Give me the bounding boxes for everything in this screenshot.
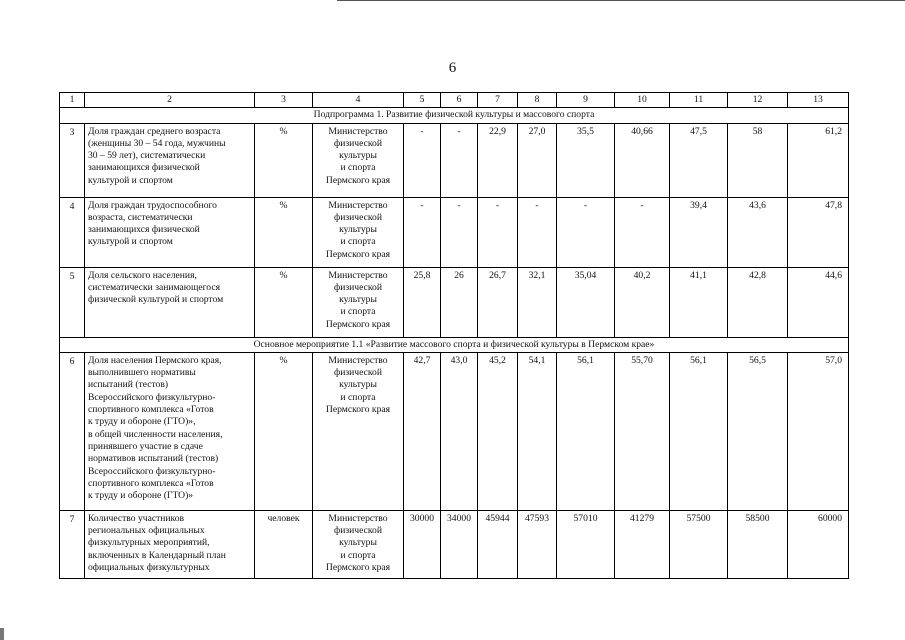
name-line: Доля граждан среднего возраста (88, 125, 221, 137)
indicator-name (85, 197, 255, 267)
org-line: физической (334, 211, 382, 223)
header-cell: 1 (60, 93, 85, 108)
section-row (60, 108, 849, 123)
org-line: культуры (339, 379, 377, 391)
name-line: систематически занимающегося (88, 281, 221, 293)
value-cell: 45944 (478, 510, 518, 578)
value-cell: 41279 (615, 510, 670, 578)
value-cell: 57,0 (788, 352, 849, 510)
value-cell: 35,5 (557, 123, 615, 197)
row-number: 6 (60, 352, 85, 510)
section-row (60, 337, 849, 352)
indicator-name (85, 510, 255, 578)
name-line: Доля населения Пермского края, (88, 354, 222, 366)
unit-cell: % (255, 267, 313, 337)
header-row (60, 93, 849, 108)
name-line: Всероссийского физкультурно- (88, 391, 216, 403)
row-number: 4 (60, 197, 85, 267)
org-line: физической (334, 281, 382, 293)
name-line: занимающихся физической (88, 224, 200, 236)
org-line: и спорта (340, 306, 376, 318)
value-cell: 34000 (441, 510, 478, 578)
value-cell: 40,2 (615, 267, 670, 337)
org-line: и спорта (340, 162, 376, 174)
table-row (60, 352, 849, 510)
value-cell: 40,66 (615, 123, 670, 197)
org-line: Министерство (328, 354, 388, 366)
table-row (60, 510, 849, 578)
value-cell: 54,1 (518, 352, 557, 510)
table-row (60, 123, 849, 197)
name-line: культурой и спортом (88, 236, 173, 248)
header-cell: 3 (255, 93, 313, 108)
value-cell: 45,2 (478, 352, 518, 510)
header-cell: 11 (670, 93, 728, 108)
name-line: физкультурных мероприятий, (88, 537, 210, 549)
value-cell: 61,2 (788, 123, 849, 197)
org-line: Пермского края (325, 562, 391, 574)
org-line: Пермского края (325, 248, 391, 260)
unit-cell: % (255, 123, 313, 197)
name-line: в общей численности населения, (88, 428, 223, 440)
unit-cell: % (255, 197, 313, 267)
name-line: региональных официальных (88, 525, 205, 537)
org-line: культуры (339, 537, 377, 549)
page-number: 6 (448, 60, 457, 76)
value-cell: 35,04 (557, 267, 615, 337)
value-cell: 43,0 (441, 352, 478, 510)
header-cell: 7 (478, 93, 518, 108)
value-cell: - (615, 197, 670, 267)
header-cell: 13 (788, 93, 849, 108)
unit-cell: человек (255, 510, 313, 578)
value-cell: - (404, 197, 441, 267)
name-line: возраста, систематически (88, 211, 193, 223)
name-line: официальных физкультурных (88, 562, 210, 574)
value-cell: 27,0 (518, 123, 557, 197)
org-line: Министерство (328, 269, 388, 281)
value-cell: 56,1 (670, 352, 728, 510)
name-line: к труду и обороне (ГТО)», (88, 416, 196, 428)
org-line: Министерство (328, 199, 388, 211)
name-line: Всероссийского физкультурно- (88, 465, 216, 477)
value-cell: 30000 (404, 510, 441, 578)
org-line: Пермского края (325, 318, 391, 330)
row-number: 5 (60, 267, 85, 337)
value-cell: - (518, 197, 557, 267)
header-cell: 6 (441, 93, 478, 108)
name-line: спортивного комплекса «Готов (88, 404, 214, 416)
name-line: к труду и обороне (ГТО)» (88, 490, 194, 502)
header-cell: 12 (728, 93, 788, 108)
value-cell: 58500 (728, 510, 788, 578)
org-line: Министерство (328, 512, 388, 524)
responsible-org (313, 123, 404, 197)
indicator-name (85, 267, 255, 337)
org-line: культуры (339, 150, 377, 162)
value-cell: 57010 (557, 510, 615, 578)
org-line: культуры (339, 224, 377, 236)
value-cell: 47,5 (670, 123, 728, 197)
row-number: 3 (60, 123, 85, 197)
org-line: и спорта (340, 236, 376, 248)
scan-edge-mark (0, 628, 4, 640)
responsible-org (313, 197, 404, 267)
value-cell: 47,8 (788, 197, 849, 267)
header-cell: 10 (615, 93, 670, 108)
indicator-name (85, 352, 255, 510)
name-line: спортивного комплекса «Готов (88, 477, 214, 489)
value-cell: 56,1 (557, 352, 615, 510)
unit-cell: % (255, 352, 313, 510)
value-cell: - (441, 123, 478, 197)
value-cell: 42,8 (728, 267, 788, 337)
header-cell: 5 (404, 93, 441, 108)
indicators-table (59, 92, 849, 579)
value-cell: - (557, 197, 615, 267)
org-line: физической (334, 137, 382, 149)
value-cell: 42,7 (404, 352, 441, 510)
name-line: физической культурой и спортом (88, 294, 224, 306)
value-cell: - (404, 123, 441, 197)
name-line: Доля сельского населения, (88, 269, 197, 281)
scan-edge-line (337, 0, 905, 1)
name-line: принявшего участие в сдаче (88, 440, 203, 452)
value-cell: 41,1 (670, 267, 728, 337)
name-line: культурой и спортом (88, 174, 173, 186)
value-cell: 57500 (670, 510, 728, 578)
value-cell: 43,6 (728, 197, 788, 267)
name-line: выполнившего нормативы (88, 367, 196, 379)
table-row (60, 197, 849, 267)
org-line: Пермского края (325, 174, 391, 186)
org-line: физической (334, 525, 382, 537)
name-line: включенных в Календарный план (88, 549, 226, 561)
name-line: 30 – 59 лет), систематически (88, 150, 206, 162)
value-cell: 56,5 (728, 352, 788, 510)
value-cell: - (441, 197, 478, 267)
table-row (60, 267, 849, 337)
value-cell: 47593 (518, 510, 557, 578)
name-line: занимающихся физической (88, 162, 200, 174)
org-line: культуры (339, 294, 377, 306)
value-cell: 26 (441, 267, 478, 337)
name-line: Количество участников (88, 512, 185, 524)
org-line: Пермского края (325, 404, 391, 416)
responsible-org (313, 510, 404, 578)
responsible-org (313, 267, 404, 337)
org-line: и спорта (340, 391, 376, 403)
value-cell: 26,7 (478, 267, 518, 337)
org-line: и спорта (340, 549, 376, 561)
value-cell: 39,4 (670, 197, 728, 267)
header-cell: 9 (557, 93, 615, 108)
value-cell: 55,70 (615, 352, 670, 510)
header-cell: 4 (313, 93, 404, 108)
value-cell: - (478, 197, 518, 267)
value-cell: 44,6 (788, 267, 849, 337)
indicator-name (85, 123, 255, 197)
section-title: Основное мероприятие 1.1 «Развитие массового спорта и физической культуры в Пермском крае» (60, 337, 849, 352)
name-line: Доля граждан трудоспособного (88, 199, 217, 211)
value-cell: 22,9 (478, 123, 518, 197)
value-cell: 32,1 (518, 267, 557, 337)
value-cell: 60000 (788, 510, 849, 578)
value-cell: 25,8 (404, 267, 441, 337)
name-line: (женщины 30 – 54 года, мужчины (88, 137, 226, 149)
header-cell: 8 (518, 93, 557, 108)
row-number: 7 (60, 510, 85, 578)
org-line: физической (334, 367, 382, 379)
section-title: Подпрограмма 1. Развитие физической культуры и массового спорта (60, 108, 849, 123)
value-cell: 58 (728, 123, 788, 197)
responsible-org (313, 352, 404, 510)
header-cell: 2 (85, 93, 255, 108)
org-line: Министерство (328, 125, 388, 137)
name-line: нормативов испытаний (тестов) (88, 453, 219, 465)
name-line: испытаний (тестов) (88, 379, 169, 391)
